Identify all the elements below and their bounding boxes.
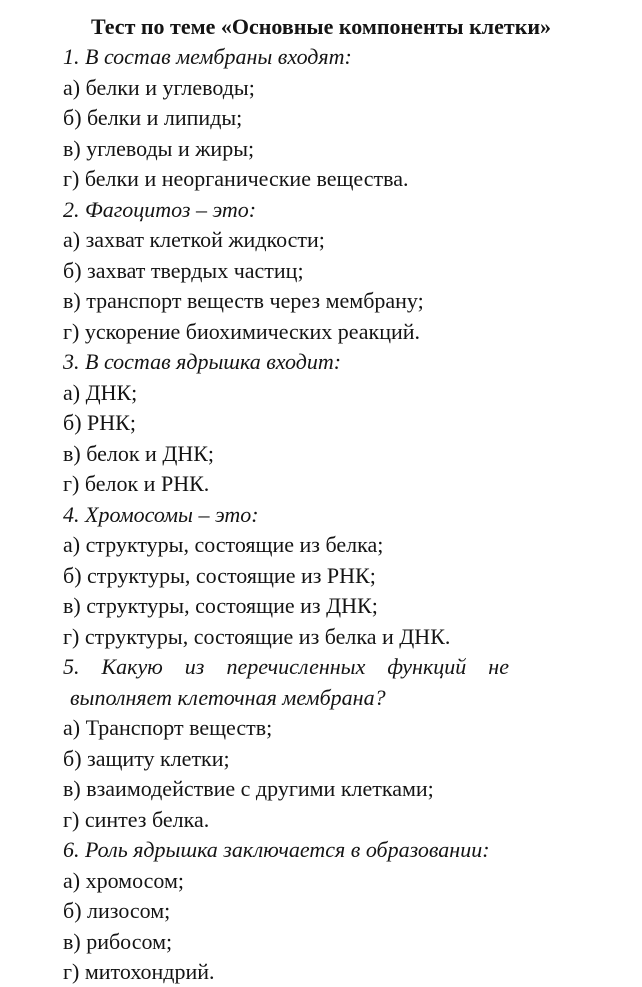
question-4-option-a: а) структуры, состоящие из белка;	[63, 532, 384, 557]
question-4-option-c: в) структуры, состоящие из ДНК;	[63, 593, 378, 618]
question-5-text-line-1: 5. Какую из перечисленных функций не	[63, 654, 509, 679]
question-2-option-d: г) ускорение биохимических реакций.	[63, 319, 421, 344]
question-3-option-d: г) белок и РНК.	[63, 471, 210, 496]
question-5-text-line-2: выполняет клеточная мембрана?	[70, 685, 386, 710]
question-5-option-b: б) защиту клетки;	[63, 746, 230, 771]
test-title: Тест по теме «Основные компоненты клетки»	[90, 14, 552, 39]
question-5-option-a: а) Транспорт веществ;	[63, 715, 273, 740]
question-1-option-d: г) белки и неорганические вещества.	[63, 166, 409, 191]
question-6-option-c: в) рибосом;	[63, 929, 173, 954]
question-4-option-b: б) структуры, состоящие из РНК;	[63, 563, 376, 588]
question-3-text: 3. В состав ядрышка входит:	[63, 349, 342, 374]
question-6-option-a: а) хромосом;	[63, 868, 185, 893]
question-4-text: 4. Хромосомы – это:	[63, 502, 259, 527]
question-6-option-b: б) лизосом;	[63, 898, 171, 923]
question-1-option-a: а) белки и углеводы;	[63, 75, 255, 100]
question-1-text: 1. В состав мембраны входят:	[63, 44, 352, 69]
question-2-option-c: в) транспорт веществ через мембрану;	[63, 288, 424, 313]
question-2-option-a: а) захват клеткой жидкости;	[63, 227, 325, 252]
question-1-option-c: в) углеводы и жиры;	[63, 136, 255, 161]
question-6-text: 6. Роль ядрышка заключается в образовании:	[63, 837, 490, 862]
question-1-option-b: б) белки и липиды;	[63, 105, 243, 130]
question-3-option-b: б) РНК;	[63, 410, 136, 435]
question-5-option-d: г) синтез белка.	[63, 807, 210, 832]
question-3-option-a: а) ДНК;	[63, 380, 138, 405]
question-2-option-b: б) захват твердых частиц;	[63, 258, 304, 283]
question-5-option-c: в) взаимодействие с другими клетками;	[63, 776, 434, 801]
question-6-option-d: г) митохондрий.	[63, 959, 215, 984]
question-2-text: 2. Фагоцитоз – это:	[63, 197, 257, 222]
question-4-option-d: г) структуры, состоящие из белка и ДНК.	[63, 624, 451, 649]
question-3-option-c: в) белок и ДНК;	[63, 441, 215, 466]
